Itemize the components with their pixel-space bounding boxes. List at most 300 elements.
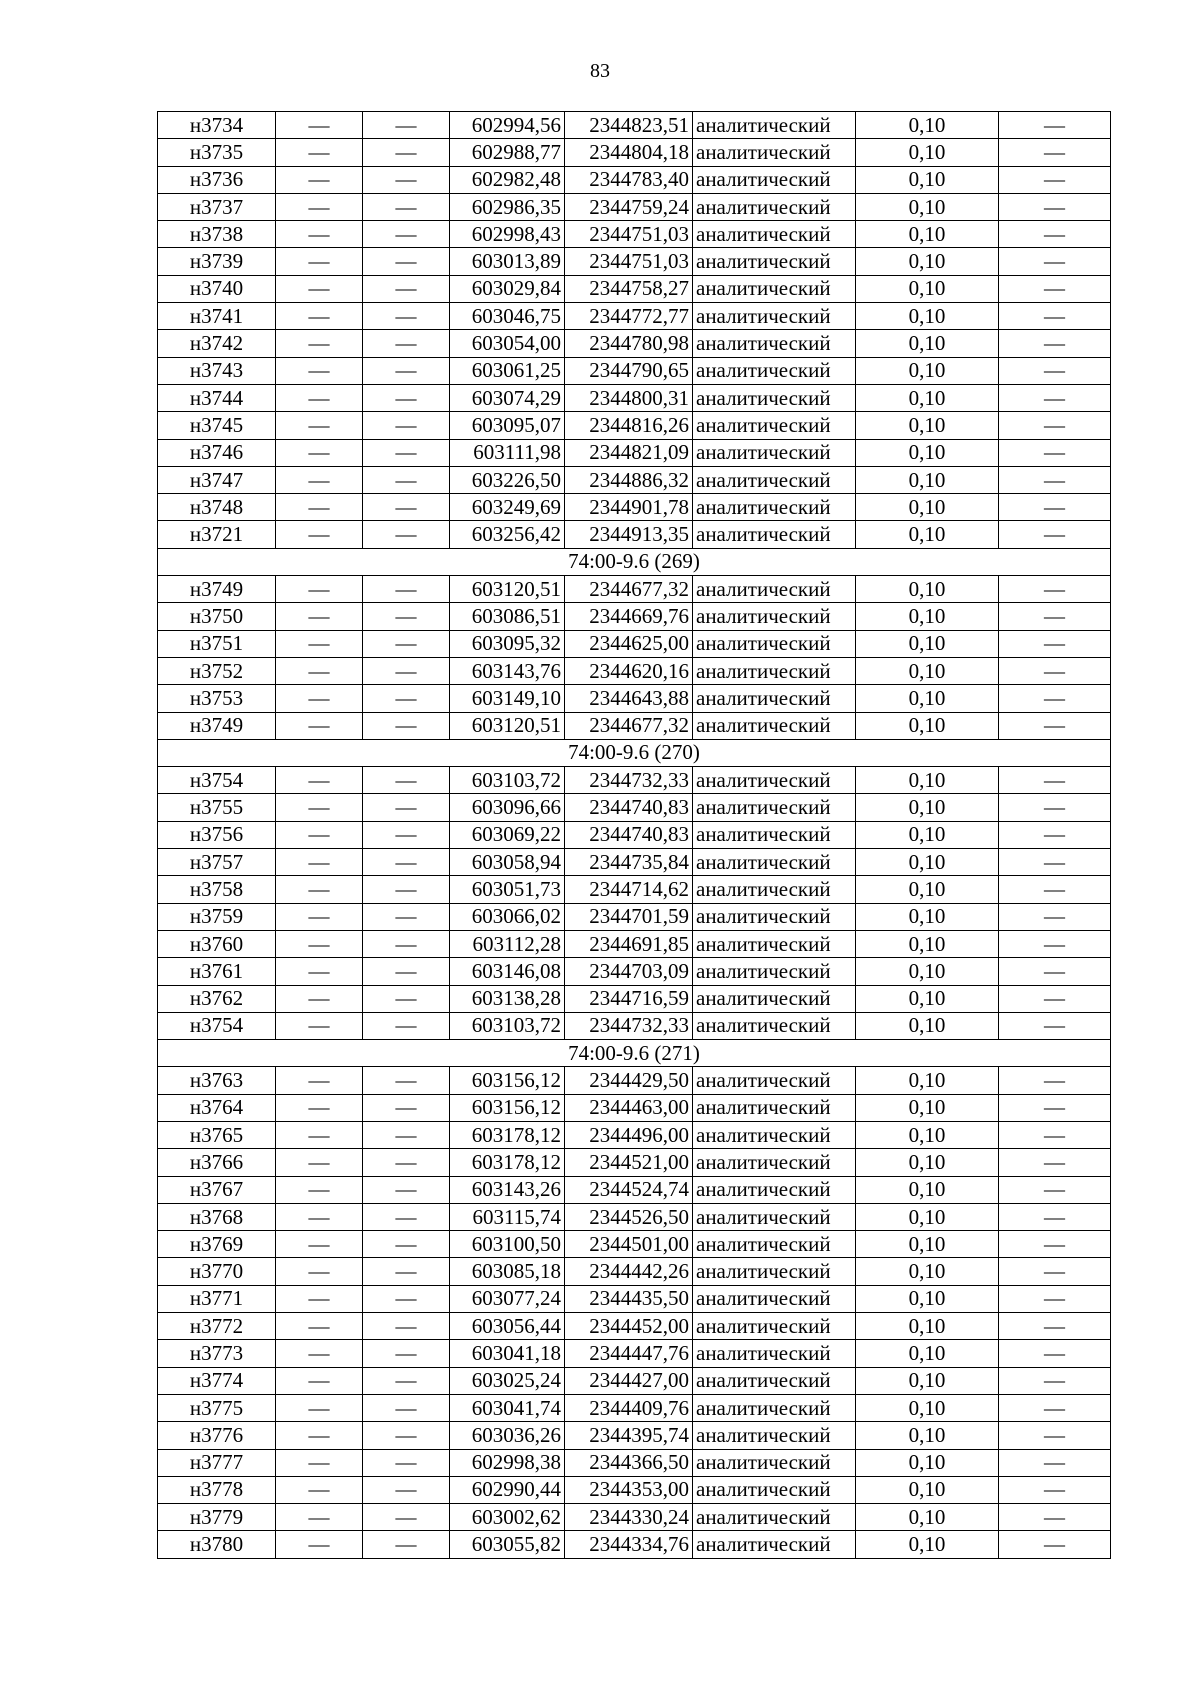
- x-coordinate-cell: 603041,18: [450, 1340, 565, 1367]
- method-cell: аналитический: [693, 1258, 856, 1285]
- old-y-cell: —: [363, 685, 450, 712]
- old-x-cell: —: [276, 576, 363, 603]
- old-y-cell: —: [363, 275, 450, 302]
- old-x-cell: —: [276, 712, 363, 739]
- x-coordinate-cell: 603095,32: [450, 630, 565, 657]
- table-row: [158, 576, 1111, 603]
- y-coordinate-cell: 2344790,65: [565, 357, 693, 384]
- accuracy-cell: 0,10: [856, 1313, 999, 1340]
- section-title: 74:00-9.6 (269): [158, 548, 1111, 575]
- x-coordinate-cell: 603111,98: [450, 439, 565, 466]
- point-name-cell: н3746: [158, 439, 276, 466]
- accuracy-cell: 0,10: [856, 1531, 999, 1558]
- description-cell: —: [999, 1203, 1111, 1230]
- method-cell: аналитический: [693, 139, 856, 166]
- old-x-cell: —: [276, 1121, 363, 1148]
- accuracy-cell: 0,10: [856, 494, 999, 521]
- old-x-cell: —: [276, 1340, 363, 1367]
- table-row: [158, 1449, 1111, 1476]
- x-coordinate-cell: 603041,74: [450, 1394, 565, 1421]
- old-x-cell: —: [276, 112, 363, 139]
- x-coordinate-cell: 603226,50: [450, 466, 565, 493]
- y-coordinate-cell: 2344677,32: [565, 712, 693, 739]
- x-coordinate-cell: 603055,82: [450, 1531, 565, 1558]
- method-cell: аналитический: [693, 1121, 856, 1148]
- accuracy-cell: 0,10: [856, 985, 999, 1012]
- description-cell: —: [999, 794, 1111, 821]
- method-cell: аналитический: [693, 1231, 856, 1258]
- x-coordinate-cell: 603066,02: [450, 903, 565, 930]
- method-cell: аналитический: [693, 412, 856, 439]
- old-x-cell: —: [276, 903, 363, 930]
- y-coordinate-cell: 2344716,59: [565, 985, 693, 1012]
- accuracy-cell: 0,10: [856, 166, 999, 193]
- old-x-cell: —: [276, 1067, 363, 1094]
- point-name-cell: н3737: [158, 193, 276, 220]
- method-cell: аналитический: [693, 1449, 856, 1476]
- table-row: [158, 193, 1111, 220]
- old-y-cell: —: [363, 384, 450, 411]
- x-coordinate-cell: 602994,56: [450, 112, 565, 139]
- method-cell: аналитический: [693, 330, 856, 357]
- description-cell: —: [999, 712, 1111, 739]
- old-x-cell: —: [276, 139, 363, 166]
- x-coordinate-cell: 603120,51: [450, 576, 565, 603]
- method-cell: аналитический: [693, 630, 856, 657]
- old-x-cell: —: [276, 1231, 363, 1258]
- old-y-cell: —: [363, 1313, 450, 1340]
- description-cell: —: [999, 1012, 1111, 1039]
- accuracy-cell: 0,10: [856, 412, 999, 439]
- description-cell: —: [999, 1231, 1111, 1258]
- method-cell: аналитический: [693, 657, 856, 684]
- x-coordinate-cell: 603029,84: [450, 275, 565, 302]
- old-y-cell: —: [363, 330, 450, 357]
- old-x-cell: —: [276, 821, 363, 848]
- accuracy-cell: 0,10: [856, 603, 999, 630]
- y-coordinate-cell: 2344330,24: [565, 1504, 693, 1531]
- old-y-cell: —: [363, 166, 450, 193]
- old-x-cell: —: [276, 1258, 363, 1285]
- y-coordinate-cell: 2344620,16: [565, 657, 693, 684]
- table-row: [158, 384, 1111, 411]
- description-cell: —: [999, 930, 1111, 957]
- y-coordinate-cell: 2344886,32: [565, 466, 693, 493]
- y-coordinate-cell: 2344427,00: [565, 1367, 693, 1394]
- y-coordinate-cell: 2344677,32: [565, 576, 693, 603]
- old-y-cell: —: [363, 139, 450, 166]
- x-coordinate-cell: 603249,69: [450, 494, 565, 521]
- old-x-cell: —: [276, 166, 363, 193]
- accuracy-cell: 0,10: [856, 630, 999, 657]
- accuracy-cell: 0,10: [856, 330, 999, 357]
- accuracy-cell: 0,10: [856, 767, 999, 794]
- method-cell: аналитический: [693, 193, 856, 220]
- table-row: [158, 985, 1111, 1012]
- y-coordinate-cell: 2344703,09: [565, 958, 693, 985]
- y-coordinate-cell: 2344395,74: [565, 1422, 693, 1449]
- y-coordinate-cell: 2344409,76: [565, 1394, 693, 1421]
- table-row: [158, 248, 1111, 275]
- old-x-cell: —: [276, 685, 363, 712]
- x-coordinate-cell: 603115,74: [450, 1203, 565, 1230]
- description-cell: —: [999, 685, 1111, 712]
- old-x-cell: —: [276, 1531, 363, 1558]
- point-name-cell: н3754: [158, 1012, 276, 1039]
- old-y-cell: —: [363, 1531, 450, 1558]
- point-name-cell: н3738: [158, 221, 276, 248]
- old-y-cell: —: [363, 821, 450, 848]
- table-row: [158, 1504, 1111, 1531]
- point-name-cell: н3742: [158, 330, 276, 357]
- y-coordinate-cell: 2344740,83: [565, 794, 693, 821]
- coordinates-table: [157, 111, 1111, 1559]
- description-cell: —: [999, 193, 1111, 220]
- accuracy-cell: 0,10: [856, 1231, 999, 1258]
- method-cell: аналитический: [693, 166, 856, 193]
- method-cell: аналитический: [693, 1149, 856, 1176]
- description-cell: —: [999, 1504, 1111, 1531]
- y-coordinate-cell: 2344501,00: [565, 1231, 693, 1258]
- old-y-cell: —: [363, 1367, 450, 1394]
- method-cell: аналитический: [693, 576, 856, 603]
- accuracy-cell: 0,10: [856, 576, 999, 603]
- old-x-cell: —: [276, 221, 363, 248]
- page-number: 83: [590, 60, 610, 82]
- old-y-cell: —: [363, 876, 450, 903]
- x-coordinate-cell: 603074,29: [450, 384, 565, 411]
- x-coordinate-cell: 603149,10: [450, 685, 565, 712]
- old-x-cell: —: [276, 1504, 363, 1531]
- old-x-cell: —: [276, 1313, 363, 1340]
- old-x-cell: —: [276, 849, 363, 876]
- y-coordinate-cell: 2344435,50: [565, 1285, 693, 1312]
- table-row: [158, 357, 1111, 384]
- old-y-cell: —: [363, 603, 450, 630]
- y-coordinate-cell: 2344804,18: [565, 139, 693, 166]
- table-row: [158, 849, 1111, 876]
- point-name-cell: н3771: [158, 1285, 276, 1312]
- method-cell: аналитический: [693, 876, 856, 903]
- point-name-cell: н3751: [158, 630, 276, 657]
- accuracy-cell: 0,10: [856, 876, 999, 903]
- point-name-cell: н3764: [158, 1094, 276, 1121]
- y-coordinate-cell: 2344442,26: [565, 1258, 693, 1285]
- table-row: [158, 1285, 1111, 1312]
- point-name-cell: н3759: [158, 903, 276, 930]
- method-cell: аналитический: [693, 275, 856, 302]
- table-row: [158, 1149, 1111, 1176]
- point-name-cell: н3736: [158, 166, 276, 193]
- point-name-cell: н3744: [158, 384, 276, 411]
- y-coordinate-cell: 2344732,33: [565, 1012, 693, 1039]
- old-y-cell: —: [363, 248, 450, 275]
- description-cell: —: [999, 1449, 1111, 1476]
- x-coordinate-cell: 603013,89: [450, 248, 565, 275]
- method-cell: аналитический: [693, 1422, 856, 1449]
- old-y-cell: —: [363, 112, 450, 139]
- point-name-cell: н3747: [158, 466, 276, 493]
- point-name-cell: н3752: [158, 657, 276, 684]
- old-x-cell: —: [276, 494, 363, 521]
- section-header-row: [158, 739, 1111, 766]
- accuracy-cell: 0,10: [856, 1176, 999, 1203]
- table-row: [158, 275, 1111, 302]
- point-name-cell: н3774: [158, 1367, 276, 1394]
- table-row: [158, 1231, 1111, 1258]
- method-cell: аналитический: [693, 1313, 856, 1340]
- old-x-cell: —: [276, 248, 363, 275]
- point-name-cell: н3750: [158, 603, 276, 630]
- accuracy-cell: 0,10: [856, 958, 999, 985]
- accuracy-cell: 0,10: [856, 303, 999, 330]
- table-row: [158, 303, 1111, 330]
- old-y-cell: —: [363, 412, 450, 439]
- x-coordinate-cell: 603103,72: [450, 767, 565, 794]
- y-coordinate-cell: 2344521,00: [565, 1149, 693, 1176]
- method-cell: аналитический: [693, 685, 856, 712]
- description-cell: —: [999, 767, 1111, 794]
- y-coordinate-cell: 2344901,78: [565, 494, 693, 521]
- accuracy-cell: 0,10: [856, 1476, 999, 1503]
- accuracy-cell: 0,10: [856, 1422, 999, 1449]
- old-y-cell: —: [363, 1422, 450, 1449]
- accuracy-cell: 0,10: [856, 275, 999, 302]
- table-row: [158, 876, 1111, 903]
- old-x-cell: —: [276, 1449, 363, 1476]
- description-cell: —: [999, 1422, 1111, 1449]
- old-y-cell: —: [363, 494, 450, 521]
- accuracy-cell: 0,10: [856, 466, 999, 493]
- table-row: [158, 166, 1111, 193]
- description-cell: —: [999, 1394, 1111, 1421]
- accuracy-cell: 0,10: [856, 657, 999, 684]
- table-row: [158, 466, 1111, 493]
- x-coordinate-cell: 603096,66: [450, 794, 565, 821]
- table-row: [158, 1367, 1111, 1394]
- old-x-cell: —: [276, 275, 363, 302]
- description-cell: —: [999, 903, 1111, 930]
- method-cell: аналитический: [693, 1285, 856, 1312]
- old-x-cell: —: [276, 958, 363, 985]
- point-name-cell: н3749: [158, 712, 276, 739]
- table-row: [158, 412, 1111, 439]
- table-row: [158, 1476, 1111, 1503]
- accuracy-cell: 0,10: [856, 221, 999, 248]
- description-cell: —: [999, 357, 1111, 384]
- old-y-cell: —: [363, 1449, 450, 1476]
- point-name-cell: н3776: [158, 1422, 276, 1449]
- description-cell: —: [999, 139, 1111, 166]
- point-name-cell: н3772: [158, 1313, 276, 1340]
- x-coordinate-cell: 603036,26: [450, 1422, 565, 1449]
- method-cell: аналитический: [693, 767, 856, 794]
- method-cell: аналитический: [693, 494, 856, 521]
- description-cell: —: [999, 412, 1111, 439]
- old-y-cell: —: [363, 1476, 450, 1503]
- old-y-cell: —: [363, 712, 450, 739]
- x-coordinate-cell: 603061,25: [450, 357, 565, 384]
- accuracy-cell: 0,10: [856, 521, 999, 548]
- x-coordinate-cell: 603054,00: [450, 330, 565, 357]
- old-x-cell: —: [276, 384, 363, 411]
- old-x-cell: —: [276, 876, 363, 903]
- table-row: [158, 1094, 1111, 1121]
- table-row: [158, 139, 1111, 166]
- x-coordinate-cell: 603103,72: [450, 1012, 565, 1039]
- accuracy-cell: 0,10: [856, 439, 999, 466]
- method-cell: аналитический: [693, 1531, 856, 1558]
- x-coordinate-cell: 603058,94: [450, 849, 565, 876]
- method-cell: аналитический: [693, 985, 856, 1012]
- old-y-cell: —: [363, 1094, 450, 1121]
- point-name-cell: н3745: [158, 412, 276, 439]
- y-coordinate-cell: 2344429,50: [565, 1067, 693, 1094]
- point-name-cell: н3753: [158, 685, 276, 712]
- description-cell: —: [999, 657, 1111, 684]
- method-cell: аналитический: [693, 1067, 856, 1094]
- method-cell: аналитический: [693, 1504, 856, 1531]
- description-cell: —: [999, 248, 1111, 275]
- point-name-cell: н3741: [158, 303, 276, 330]
- method-cell: аналитический: [693, 248, 856, 275]
- point-name-cell: н3765: [158, 1121, 276, 1148]
- old-x-cell: —: [276, 794, 363, 821]
- y-coordinate-cell: 2344772,77: [565, 303, 693, 330]
- old-y-cell: —: [363, 985, 450, 1012]
- y-coordinate-cell: 2344447,76: [565, 1340, 693, 1367]
- method-cell: аналитический: [693, 603, 856, 630]
- method-cell: аналитический: [693, 466, 856, 493]
- old-y-cell: —: [363, 193, 450, 220]
- y-coordinate-cell: 2344751,03: [565, 221, 693, 248]
- accuracy-cell: 0,10: [856, 930, 999, 957]
- old-y-cell: —: [363, 221, 450, 248]
- y-coordinate-cell: 2344334,76: [565, 1531, 693, 1558]
- accuracy-cell: 0,10: [856, 1094, 999, 1121]
- x-coordinate-cell: 603086,51: [450, 603, 565, 630]
- point-name-cell: н3743: [158, 357, 276, 384]
- old-x-cell: —: [276, 412, 363, 439]
- x-coordinate-cell: 602986,35: [450, 193, 565, 220]
- old-y-cell: —: [363, 849, 450, 876]
- method-cell: аналитический: [693, 357, 856, 384]
- description-cell: —: [999, 303, 1111, 330]
- point-name-cell: н3735: [158, 139, 276, 166]
- method-cell: аналитический: [693, 1203, 856, 1230]
- description-cell: —: [999, 1176, 1111, 1203]
- x-coordinate-cell: 603025,24: [450, 1367, 565, 1394]
- old-x-cell: —: [276, 1094, 363, 1121]
- point-name-cell: н3762: [158, 985, 276, 1012]
- description-cell: —: [999, 1285, 1111, 1312]
- accuracy-cell: 0,10: [856, 357, 999, 384]
- description-cell: —: [999, 1313, 1111, 1340]
- y-coordinate-cell: 2344823,51: [565, 112, 693, 139]
- point-name-cell: н3767: [158, 1176, 276, 1203]
- x-coordinate-cell: 603095,07: [450, 412, 565, 439]
- method-cell: аналитический: [693, 712, 856, 739]
- x-coordinate-cell: 603143,26: [450, 1176, 565, 1203]
- table-row: [158, 1203, 1111, 1230]
- table-row: [158, 1394, 1111, 1421]
- table-row: [158, 1313, 1111, 1340]
- old-x-cell: —: [276, 1422, 363, 1449]
- description-cell: —: [999, 521, 1111, 548]
- x-coordinate-cell: 602998,38: [450, 1449, 565, 1476]
- old-y-cell: —: [363, 958, 450, 985]
- accuracy-cell: 0,10: [856, 1203, 999, 1230]
- old-y-cell: —: [363, 930, 450, 957]
- table-row: [158, 903, 1111, 930]
- old-y-cell: —: [363, 576, 450, 603]
- y-coordinate-cell: 2344524,74: [565, 1176, 693, 1203]
- method-cell: аналитический: [693, 1012, 856, 1039]
- accuracy-cell: 0,10: [856, 1367, 999, 1394]
- description-cell: —: [999, 330, 1111, 357]
- accuracy-cell: 0,10: [856, 1449, 999, 1476]
- y-coordinate-cell: 2344913,35: [565, 521, 693, 548]
- description-cell: —: [999, 1258, 1111, 1285]
- method-cell: аналитический: [693, 1476, 856, 1503]
- point-name-cell: н3757: [158, 849, 276, 876]
- old-y-cell: —: [363, 767, 450, 794]
- y-coordinate-cell: 2344751,03: [565, 248, 693, 275]
- x-coordinate-cell: 603156,12: [450, 1094, 565, 1121]
- description-cell: —: [999, 466, 1111, 493]
- point-name-cell: н3760: [158, 930, 276, 957]
- method-cell: аналитический: [693, 1394, 856, 1421]
- old-x-cell: —: [276, 985, 363, 1012]
- y-coordinate-cell: 2344353,00: [565, 1476, 693, 1503]
- old-y-cell: —: [363, 1203, 450, 1230]
- table-row: [158, 1531, 1111, 1558]
- x-coordinate-cell: 603178,12: [450, 1121, 565, 1148]
- description-cell: —: [999, 1340, 1111, 1367]
- method-cell: аналитический: [693, 794, 856, 821]
- old-y-cell: —: [363, 303, 450, 330]
- x-coordinate-cell: 602998,43: [450, 221, 565, 248]
- accuracy-cell: 0,10: [856, 849, 999, 876]
- method-cell: аналитический: [693, 903, 856, 930]
- point-name-cell: н3779: [158, 1504, 276, 1531]
- y-coordinate-cell: 2344735,84: [565, 849, 693, 876]
- accuracy-cell: 0,10: [856, 1121, 999, 1148]
- point-name-cell: н3773: [158, 1340, 276, 1367]
- old-y-cell: —: [363, 1504, 450, 1531]
- accuracy-cell: 0,10: [856, 1012, 999, 1039]
- point-name-cell: н3756: [158, 821, 276, 848]
- y-coordinate-cell: 2344714,62: [565, 876, 693, 903]
- y-coordinate-cell: 2344780,98: [565, 330, 693, 357]
- old-y-cell: —: [363, 1176, 450, 1203]
- description-cell: —: [999, 166, 1111, 193]
- point-name-cell: н3755: [158, 794, 276, 821]
- description-cell: —: [999, 275, 1111, 302]
- old-y-cell: —: [363, 357, 450, 384]
- y-coordinate-cell: 2344366,50: [565, 1449, 693, 1476]
- x-coordinate-cell: 603146,08: [450, 958, 565, 985]
- x-coordinate-cell: 603112,28: [450, 930, 565, 957]
- point-name-cell: н3766: [158, 1149, 276, 1176]
- accuracy-cell: 0,10: [856, 1258, 999, 1285]
- table-row: [158, 958, 1111, 985]
- table-row: [158, 1067, 1111, 1094]
- method-cell: аналитический: [693, 1176, 856, 1203]
- description-cell: —: [999, 1476, 1111, 1503]
- old-y-cell: —: [363, 1149, 450, 1176]
- table-row: [158, 1176, 1111, 1203]
